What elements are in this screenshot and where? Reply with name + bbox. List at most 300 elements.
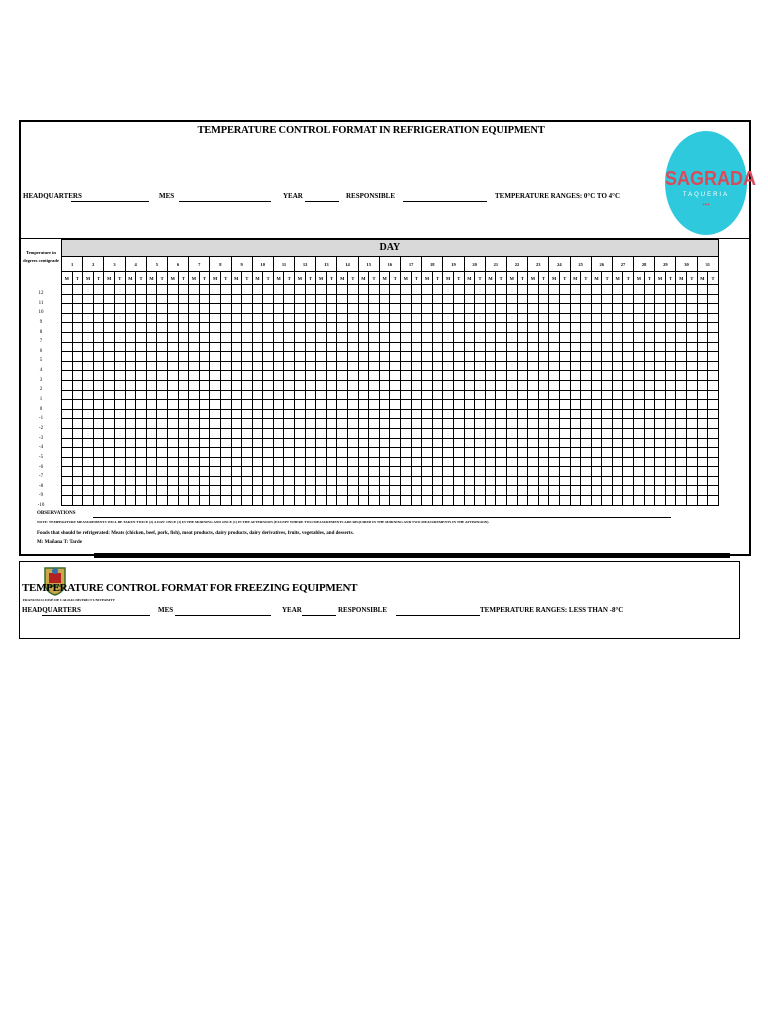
reading-cell[interactable] xyxy=(273,476,284,486)
reading-cell[interactable] xyxy=(390,352,401,362)
reading-cell[interactable] xyxy=(506,457,517,467)
reading-cell[interactable] xyxy=(464,304,475,314)
reading-cell[interactable] xyxy=(644,457,655,467)
reading-cell[interactable] xyxy=(517,496,528,506)
reading-cell[interactable] xyxy=(295,457,306,467)
reading-cell[interactable] xyxy=(602,409,613,419)
reading-cell[interactable] xyxy=(665,361,676,371)
reading-cell[interactable] xyxy=(284,409,295,419)
reading-cell[interactable] xyxy=(570,467,581,477)
reading-cell[interactable] xyxy=(623,486,634,496)
reading-cell[interactable] xyxy=(687,380,698,390)
reading-cell[interactable] xyxy=(316,419,327,429)
reading-cell[interactable] xyxy=(655,457,666,467)
reading-cell[interactable] xyxy=(369,304,380,314)
reading-cell[interactable] xyxy=(708,467,719,477)
reading-cell[interactable] xyxy=(136,409,147,419)
headquarters-field[interactable] xyxy=(71,201,149,202)
reading-cell[interactable] xyxy=(517,419,528,429)
reading-cell[interactable] xyxy=(687,361,698,371)
reading-cell[interactable] xyxy=(570,285,581,295)
reading-cell[interactable] xyxy=(316,476,327,486)
reading-cell[interactable] xyxy=(623,457,634,467)
reading-cell[interactable] xyxy=(506,476,517,486)
reading-cell[interactable] xyxy=(549,476,560,486)
reading-cell[interactable] xyxy=(559,380,570,390)
reading-cell[interactable] xyxy=(263,476,274,486)
reading-cell[interactable] xyxy=(358,352,369,362)
reading-cell[interactable] xyxy=(581,323,592,333)
reading-cell[interactable] xyxy=(401,457,412,467)
reading-cell[interactable] xyxy=(326,285,337,295)
reading-cell[interactable] xyxy=(485,419,496,429)
reading-cell[interactable] xyxy=(623,496,634,506)
reading-cell[interactable] xyxy=(708,342,719,352)
reading-cell[interactable] xyxy=(443,371,454,381)
reading-cell[interactable] xyxy=(72,294,83,304)
reading-cell[interactable] xyxy=(125,371,136,381)
reading-cell[interactable] xyxy=(517,390,528,400)
reading-cell[interactable] xyxy=(369,361,380,371)
reading-cell[interactable] xyxy=(295,304,306,314)
reading-cell[interactable] xyxy=(528,285,539,295)
reading-cell[interactable] xyxy=(453,304,464,314)
reading-cell[interactable] xyxy=(559,332,570,342)
reading-cell[interactable] xyxy=(348,428,359,438)
reading-cell[interactable] xyxy=(496,400,507,410)
reading-cell[interactable] xyxy=(295,419,306,429)
reading-cell[interactable] xyxy=(401,476,412,486)
reading-cell[interactable] xyxy=(210,438,221,448)
reading-cell[interactable] xyxy=(602,486,613,496)
reading-cell[interactable] xyxy=(612,428,623,438)
reading-cell[interactable] xyxy=(655,304,666,314)
reading-cell[interactable] xyxy=(411,361,422,371)
reading-cell[interactable] xyxy=(337,428,348,438)
reading-cell[interactable] xyxy=(602,457,613,467)
reading-cell[interactable] xyxy=(305,285,316,295)
reading-cell[interactable] xyxy=(602,313,613,323)
reading-cell[interactable] xyxy=(528,342,539,352)
reading-cell[interactable] xyxy=(167,448,178,458)
reading-cell[interactable] xyxy=(167,400,178,410)
reading-cell[interactable] xyxy=(602,342,613,352)
reading-cell[interactable] xyxy=(644,438,655,448)
reading-cell[interactable] xyxy=(549,352,560,362)
reading-cell[interactable] xyxy=(591,371,602,381)
reading-cell[interactable] xyxy=(252,294,263,304)
reading-cell[interactable] xyxy=(602,380,613,390)
reading-cell[interactable] xyxy=(348,332,359,342)
reading-cell[interactable] xyxy=(538,380,549,390)
reading-cell[interactable] xyxy=(284,428,295,438)
reading-cell[interactable] xyxy=(655,380,666,390)
reading-cell[interactable] xyxy=(358,467,369,477)
reading-cell[interactable] xyxy=(263,380,274,390)
reading-cell[interactable] xyxy=(528,400,539,410)
reading-cell[interactable] xyxy=(83,294,94,304)
reading-cell[interactable] xyxy=(475,419,486,429)
reading-cell[interactable] xyxy=(210,496,221,506)
reading-cell[interactable] xyxy=(189,467,200,477)
reading-cell[interactable] xyxy=(676,419,687,429)
reading-cell[interactable] xyxy=(485,285,496,295)
reading-cell[interactable] xyxy=(432,285,443,295)
reading-cell[interactable] xyxy=(411,476,422,486)
reading-cell[interactable] xyxy=(655,323,666,333)
reading-cell[interactable] xyxy=(316,486,327,496)
reading-cell[interactable] xyxy=(369,313,380,323)
reading-cell[interactable] xyxy=(136,476,147,486)
reading-cell[interactable] xyxy=(496,313,507,323)
reading-cell[interactable] xyxy=(581,390,592,400)
reading-cell[interactable] xyxy=(390,294,401,304)
reading-cell[interactable] xyxy=(559,294,570,304)
reading-cell[interactable] xyxy=(72,352,83,362)
reading-cell[interactable] xyxy=(485,467,496,477)
reading-cell[interactable] xyxy=(273,304,284,314)
reading-cell[interactable] xyxy=(485,409,496,419)
reading-cell[interactable] xyxy=(411,285,422,295)
reading-cell[interactable] xyxy=(125,409,136,419)
reading-cell[interactable] xyxy=(443,332,454,342)
reading-cell[interactable] xyxy=(337,294,348,304)
reading-cell[interactable] xyxy=(422,438,433,448)
reading-cell[interactable] xyxy=(210,371,221,381)
reading-cell[interactable] xyxy=(401,352,412,362)
reading-cell[interactable] xyxy=(284,457,295,467)
reading-cell[interactable] xyxy=(634,304,645,314)
reading-cell[interactable] xyxy=(443,486,454,496)
reading-cell[interactable] xyxy=(602,390,613,400)
reading-cell[interactable] xyxy=(411,409,422,419)
reading-cell[interactable] xyxy=(242,371,253,381)
reading-cell[interactable] xyxy=(146,486,157,496)
reading-cell[interactable] xyxy=(432,313,443,323)
reading-cell[interactable] xyxy=(708,390,719,400)
reading-cell[interactable] xyxy=(284,332,295,342)
reading-cell[interactable] xyxy=(443,400,454,410)
reading-cell[interactable] xyxy=(506,496,517,506)
reading-cell[interactable] xyxy=(72,486,83,496)
reading-cell[interactable] xyxy=(401,371,412,381)
reading-cell[interactable] xyxy=(559,476,570,486)
reading-cell[interactable] xyxy=(655,313,666,323)
reading-cell[interactable] xyxy=(390,476,401,486)
reading-cell[interactable] xyxy=(496,352,507,362)
reading-cell[interactable] xyxy=(273,496,284,506)
reading-cell[interactable] xyxy=(62,390,73,400)
reading-cell[interactable] xyxy=(252,409,263,419)
reading-cell[interactable] xyxy=(612,496,623,506)
reading-cell[interactable] xyxy=(305,390,316,400)
reading-cell[interactable] xyxy=(443,428,454,438)
reading-cell[interactable] xyxy=(125,390,136,400)
reading-cell[interactable] xyxy=(655,467,666,477)
reading-cell[interactable] xyxy=(390,457,401,467)
reading-cell[interactable] xyxy=(655,428,666,438)
reading-cell[interactable] xyxy=(199,428,210,438)
reading-cell[interactable] xyxy=(570,361,581,371)
reading-cell[interactable] xyxy=(581,476,592,486)
reading-cell[interactable] xyxy=(655,285,666,295)
reading-cell[interactable] xyxy=(178,285,189,295)
reading-cell[interactable] xyxy=(231,496,242,506)
reading-cell[interactable] xyxy=(676,457,687,467)
reading-cell[interactable] xyxy=(655,361,666,371)
reading-cell[interactable] xyxy=(422,400,433,410)
reading-cell[interactable] xyxy=(464,390,475,400)
reading-cell[interactable] xyxy=(697,438,708,448)
reading-cell[interactable] xyxy=(506,390,517,400)
reading-cell[interactable] xyxy=(538,371,549,381)
reading-cell[interactable] xyxy=(559,400,570,410)
reading-cell[interactable] xyxy=(390,496,401,506)
reading-cell[interactable] xyxy=(485,438,496,448)
reading-cell[interactable] xyxy=(252,400,263,410)
reading-cell[interactable] xyxy=(62,332,73,342)
reading-cell[interactable] xyxy=(326,304,337,314)
reading-cell[interactable] xyxy=(517,323,528,333)
reading-cell[interactable] xyxy=(114,409,125,419)
reading-cell[interactable] xyxy=(104,467,115,477)
reading-cell[interactable] xyxy=(273,371,284,381)
reading-cell[interactable] xyxy=(676,467,687,477)
reading-cell[interactable] xyxy=(528,448,539,458)
reading-cell[interactable] xyxy=(390,419,401,429)
reading-cell[interactable] xyxy=(104,496,115,506)
reading-cell[interactable] xyxy=(570,380,581,390)
reading-cell[interactable] xyxy=(189,496,200,506)
reading-cell[interactable] xyxy=(665,438,676,448)
reading-cell[interactable] xyxy=(496,332,507,342)
reading-cell[interactable] xyxy=(242,313,253,323)
reading-cell[interactable] xyxy=(242,352,253,362)
reading-cell[interactable] xyxy=(549,419,560,429)
reading-cell[interactable] xyxy=(263,352,274,362)
reading-cell[interactable] xyxy=(485,428,496,438)
reading-cell[interactable] xyxy=(252,457,263,467)
reading-cell[interactable] xyxy=(83,361,94,371)
reading-cell[interactable] xyxy=(708,400,719,410)
reading-cell[interactable] xyxy=(125,332,136,342)
reading-cell[interactable] xyxy=(443,380,454,390)
reading-cell[interactable] xyxy=(316,438,327,448)
reading-cell[interactable] xyxy=(443,390,454,400)
reading-cell[interactable] xyxy=(422,390,433,400)
reading-cell[interactable] xyxy=(242,419,253,429)
reading-cell[interactable] xyxy=(475,352,486,362)
reading-cell[interactable] xyxy=(326,419,337,429)
reading-cell[interactable] xyxy=(178,304,189,314)
reading-cell[interactable] xyxy=(379,400,390,410)
reading-cell[interactable] xyxy=(358,323,369,333)
reading-cell[interactable] xyxy=(348,476,359,486)
reading-cell[interactable] xyxy=(708,380,719,390)
reading-cell[interactable] xyxy=(612,390,623,400)
reading-cell[interactable] xyxy=(242,448,253,458)
reading-cell[interactable] xyxy=(316,361,327,371)
reading-cell[interactable] xyxy=(167,438,178,448)
reading-cell[interactable] xyxy=(104,409,115,419)
reading-cell[interactable] xyxy=(167,457,178,467)
reading-cell[interactable] xyxy=(411,467,422,477)
reading-cell[interactable] xyxy=(401,409,412,419)
reading-cell[interactable] xyxy=(506,313,517,323)
reading-cell[interactable] xyxy=(687,457,698,467)
reading-cell[interactable] xyxy=(72,400,83,410)
reading-cell[interactable] xyxy=(697,486,708,496)
reading-cell[interactable] xyxy=(146,438,157,448)
reading-cell[interactable] xyxy=(337,486,348,496)
reading-cell[interactable] xyxy=(644,448,655,458)
reading-cell[interactable] xyxy=(326,361,337,371)
reading-cell[interactable] xyxy=(655,352,666,362)
reading-cell[interactable] xyxy=(538,390,549,400)
reading-cell[interactable] xyxy=(464,428,475,438)
reading-cell[interactable] xyxy=(496,371,507,381)
reading-cell[interactable] xyxy=(390,342,401,352)
reading-cell[interactable] xyxy=(591,294,602,304)
reading-cell[interactable] xyxy=(708,448,719,458)
reading-cell[interactable] xyxy=(157,342,168,352)
reading-cell[interactable] xyxy=(167,428,178,438)
reading-cell[interactable] xyxy=(496,467,507,477)
reading-cell[interactable] xyxy=(401,467,412,477)
reading-cell[interactable] xyxy=(114,400,125,410)
reading-cell[interactable] xyxy=(570,313,581,323)
reading-cell[interactable] xyxy=(485,390,496,400)
reading-cell[interactable] xyxy=(697,467,708,477)
reading-cell[interactable] xyxy=(220,457,231,467)
reading-cell[interactable] xyxy=(125,294,136,304)
reading-cell[interactable] xyxy=(337,361,348,371)
reading-cell[interactable] xyxy=(687,285,698,295)
reading-cell[interactable] xyxy=(676,323,687,333)
reading-cell[interactable] xyxy=(157,428,168,438)
reading-cell[interactable] xyxy=(263,390,274,400)
reading-cell[interactable] xyxy=(559,323,570,333)
reading-cell[interactable] xyxy=(538,419,549,429)
reading-cell[interactable] xyxy=(220,390,231,400)
reading-cell[interactable] xyxy=(422,313,433,323)
reading-cell[interactable] xyxy=(199,457,210,467)
reading-cell[interactable] xyxy=(210,409,221,419)
reading-cell[interactable] xyxy=(676,285,687,295)
reading-cell[interactable] xyxy=(443,323,454,333)
reading-cell[interactable] xyxy=(146,476,157,486)
reading-cell[interactable] xyxy=(220,428,231,438)
reading-cell[interactable] xyxy=(167,352,178,362)
reading-cell[interactable] xyxy=(422,419,433,429)
reading-cell[interactable] xyxy=(411,457,422,467)
reading-cell[interactable] xyxy=(316,428,327,438)
reading-cell[interactable] xyxy=(708,457,719,467)
reading-cell[interactable] xyxy=(411,332,422,342)
reading-cell[interactable] xyxy=(316,304,327,314)
reading-cell[interactable] xyxy=(263,428,274,438)
reading-cell[interactable] xyxy=(422,285,433,295)
reading-cell[interactable] xyxy=(422,428,433,438)
reading-cell[interactable] xyxy=(242,361,253,371)
reading-cell[interactable] xyxy=(634,457,645,467)
reading-cell[interactable] xyxy=(644,342,655,352)
reading-cell[interactable] xyxy=(210,285,221,295)
reading-cell[interactable] xyxy=(665,486,676,496)
reading-cell[interactable] xyxy=(612,323,623,333)
reading-cell[interactable] xyxy=(559,390,570,400)
reading-cell[interactable] xyxy=(432,332,443,342)
reading-cell[interactable] xyxy=(284,294,295,304)
reading-cell[interactable] xyxy=(581,371,592,381)
reading-cell[interactable] xyxy=(210,390,221,400)
reading-cell[interactable] xyxy=(390,400,401,410)
reading-cell[interactable] xyxy=(189,361,200,371)
reading-cell[interactable] xyxy=(496,428,507,438)
reading-cell[interactable] xyxy=(136,294,147,304)
reading-cell[interactable] xyxy=(273,448,284,458)
reading-cell[interactable] xyxy=(337,352,348,362)
reading-cell[interactable] xyxy=(72,467,83,477)
reading-cell[interactable] xyxy=(252,448,263,458)
reading-cell[interactable] xyxy=(538,400,549,410)
reading-cell[interactable] xyxy=(348,313,359,323)
reading-cell[interactable] xyxy=(390,380,401,390)
reading-cell[interactable] xyxy=(602,304,613,314)
reading-cell[interactable] xyxy=(210,400,221,410)
reading-cell[interactable] xyxy=(485,486,496,496)
reading-cell[interactable] xyxy=(220,352,231,362)
reading-cell[interactable] xyxy=(390,323,401,333)
reading-cell[interactable] xyxy=(62,409,73,419)
reading-cell[interactable] xyxy=(506,428,517,438)
reading-cell[interactable] xyxy=(687,448,698,458)
reading-cell[interactable] xyxy=(337,342,348,352)
reading-cell[interactable] xyxy=(114,313,125,323)
reading-cell[interactable] xyxy=(697,496,708,506)
reading-cell[interactable] xyxy=(125,361,136,371)
reading-cell[interactable] xyxy=(252,428,263,438)
reading-cell[interactable] xyxy=(559,371,570,381)
reading-cell[interactable] xyxy=(485,448,496,458)
reading-cell[interactable] xyxy=(602,371,613,381)
reading-cell[interactable] xyxy=(210,304,221,314)
reading-cell[interactable] xyxy=(252,390,263,400)
reading-cell[interactable] xyxy=(93,342,104,352)
reading-cell[interactable] xyxy=(284,342,295,352)
reading-cell[interactable] xyxy=(210,486,221,496)
reading-cell[interactable] xyxy=(178,313,189,323)
reading-cell[interactable] xyxy=(665,313,676,323)
reading-cell[interactable] xyxy=(665,476,676,486)
reading-cell[interactable] xyxy=(453,448,464,458)
reading-cell[interactable] xyxy=(528,361,539,371)
reading-cell[interactable] xyxy=(231,400,242,410)
reading-cell[interactable] xyxy=(496,342,507,352)
reading-cell[interactable] xyxy=(136,313,147,323)
reading-cell[interactable] xyxy=(146,400,157,410)
reading-cell[interactable] xyxy=(475,428,486,438)
reading-cell[interactable] xyxy=(517,361,528,371)
reading-cell[interactable] xyxy=(665,332,676,342)
reading-cell[interactable] xyxy=(634,409,645,419)
reading-cell[interactable] xyxy=(157,313,168,323)
reading-cell[interactable] xyxy=(591,486,602,496)
reading-cell[interactable] xyxy=(295,342,306,352)
reading-cell[interactable] xyxy=(178,390,189,400)
reading-cell[interactable] xyxy=(316,323,327,333)
reading-cell[interactable] xyxy=(496,409,507,419)
